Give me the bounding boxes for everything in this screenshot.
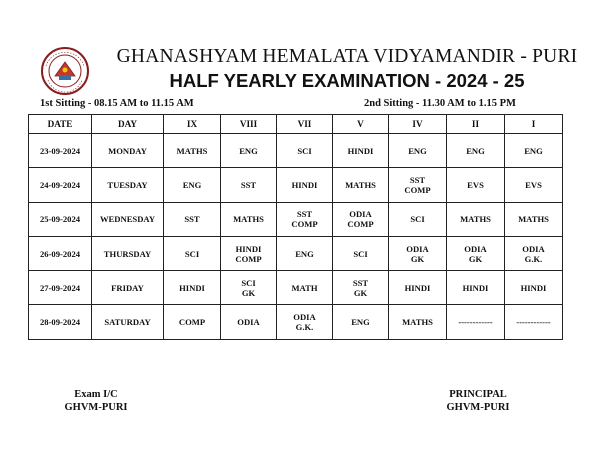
- table-cell: ODIA GK: [389, 236, 447, 270]
- table-cell: TUESDAY: [92, 168, 164, 202]
- table-cell: SATURDAY: [92, 305, 164, 339]
- column-header: DAY: [92, 115, 164, 134]
- table-cell: MATH: [277, 271, 333, 305]
- table-cell: MATHS: [221, 202, 277, 236]
- table-cell: ODIA: [221, 305, 277, 339]
- signature-title: Exam I/C: [74, 389, 118, 400]
- table-cell: ------------: [505, 305, 563, 339]
- column-header: IV: [389, 115, 447, 134]
- table-cell: HINDI: [505, 271, 563, 305]
- exam-incharge-signature: [56, 388, 136, 414]
- table-cell: MONDAY: [92, 134, 164, 168]
- exam-title: HALF YEARLY EXAMINATION - 2024 - 25: [169, 70, 525, 91]
- school-seal-icon: [40, 46, 90, 96]
- column-header: DATE: [29, 115, 92, 134]
- table-cell: HINDI: [333, 134, 389, 168]
- table-cell: ENG: [164, 168, 221, 202]
- exam-timetable: [28, 114, 563, 340]
- table-cell: SST COMP: [277, 202, 333, 236]
- table-cell: MATHS: [389, 305, 447, 339]
- table-cell: MATHS: [333, 168, 389, 202]
- column-header: II: [447, 115, 505, 134]
- table-row: [29, 134, 563, 168]
- table-cell: 28-09-2024: [29, 305, 92, 339]
- table-cell: SST: [221, 168, 277, 202]
- school-name: GHANASHYAM HEMALATA VIDYAMANDIR - PURI: [116, 46, 578, 67]
- table-cell: ENG: [389, 134, 447, 168]
- table-cell: HINDI COMP: [221, 236, 277, 270]
- table-cell: HINDI: [447, 271, 505, 305]
- table-cell: ENG: [221, 134, 277, 168]
- table-cell: ENG: [333, 305, 389, 339]
- table-cell: MATHS: [447, 202, 505, 236]
- column-header: VIII: [221, 115, 277, 134]
- table-cell: HINDI: [164, 271, 221, 305]
- table-cell: ODIA GK: [447, 236, 505, 270]
- first-sitting-time: 1st Sitting - 08.15 AM to 11.15 AM: [40, 98, 194, 109]
- table-cell: COMP: [164, 305, 221, 339]
- table-cell: 23-09-2024: [29, 134, 92, 168]
- table-cell: 27-09-2024: [29, 271, 92, 305]
- table-cell: ODIA COMP: [333, 202, 389, 236]
- table-cell: ------------: [447, 305, 505, 339]
- table-cell: SST GK: [333, 271, 389, 305]
- table-row: [29, 305, 563, 339]
- principal-signature: [436, 388, 520, 414]
- signature-org: GHVM-PURI: [446, 402, 510, 413]
- table-cell: WEDNESDAY: [92, 202, 164, 236]
- table-cell: MATHS: [505, 202, 563, 236]
- table-row: [29, 202, 563, 236]
- column-header: VII: [277, 115, 333, 134]
- table-cell: 25-09-2024: [29, 202, 92, 236]
- table-cell: ENG: [277, 236, 333, 270]
- column-header: IX: [164, 115, 221, 134]
- table-cell: ODIA G.K.: [277, 305, 333, 339]
- table-cell: ODIA G.K.: [505, 236, 563, 270]
- column-header: I: [505, 115, 563, 134]
- table-cell: SCI: [164, 236, 221, 270]
- table-header-row: [29, 115, 563, 134]
- table-cell: EVS: [505, 168, 563, 202]
- table-cell: SCI: [277, 134, 333, 168]
- table-row: [29, 236, 563, 270]
- table-row: [29, 271, 563, 305]
- table-cell: THURSDAY: [92, 236, 164, 270]
- table-cell: HINDI: [389, 271, 447, 305]
- table-cell: FRIDAY: [92, 271, 164, 305]
- table-cell: SST COMP: [389, 168, 447, 202]
- table-cell: 24-09-2024: [29, 168, 92, 202]
- table-cell: MATHS: [164, 134, 221, 168]
- table-cell: 26-09-2024: [29, 236, 92, 270]
- table-cell: SCI: [333, 236, 389, 270]
- table-cell: HINDI: [277, 168, 333, 202]
- signature-org: GHVM-PURI: [64, 402, 128, 413]
- table-row: [29, 168, 563, 202]
- table-cell: SCI GK: [221, 271, 277, 305]
- table-cell: ENG: [447, 134, 505, 168]
- second-sitting-time: 2nd Sitting - 11.30 AM to 1.15 PM: [364, 98, 516, 109]
- table-cell: SST: [164, 202, 221, 236]
- table-cell: ENG: [505, 134, 563, 168]
- signature-title: PRINCIPAL: [449, 389, 507, 400]
- table-cell: SCI: [389, 202, 447, 236]
- table-cell: EVS: [447, 168, 505, 202]
- column-header: V: [333, 115, 389, 134]
